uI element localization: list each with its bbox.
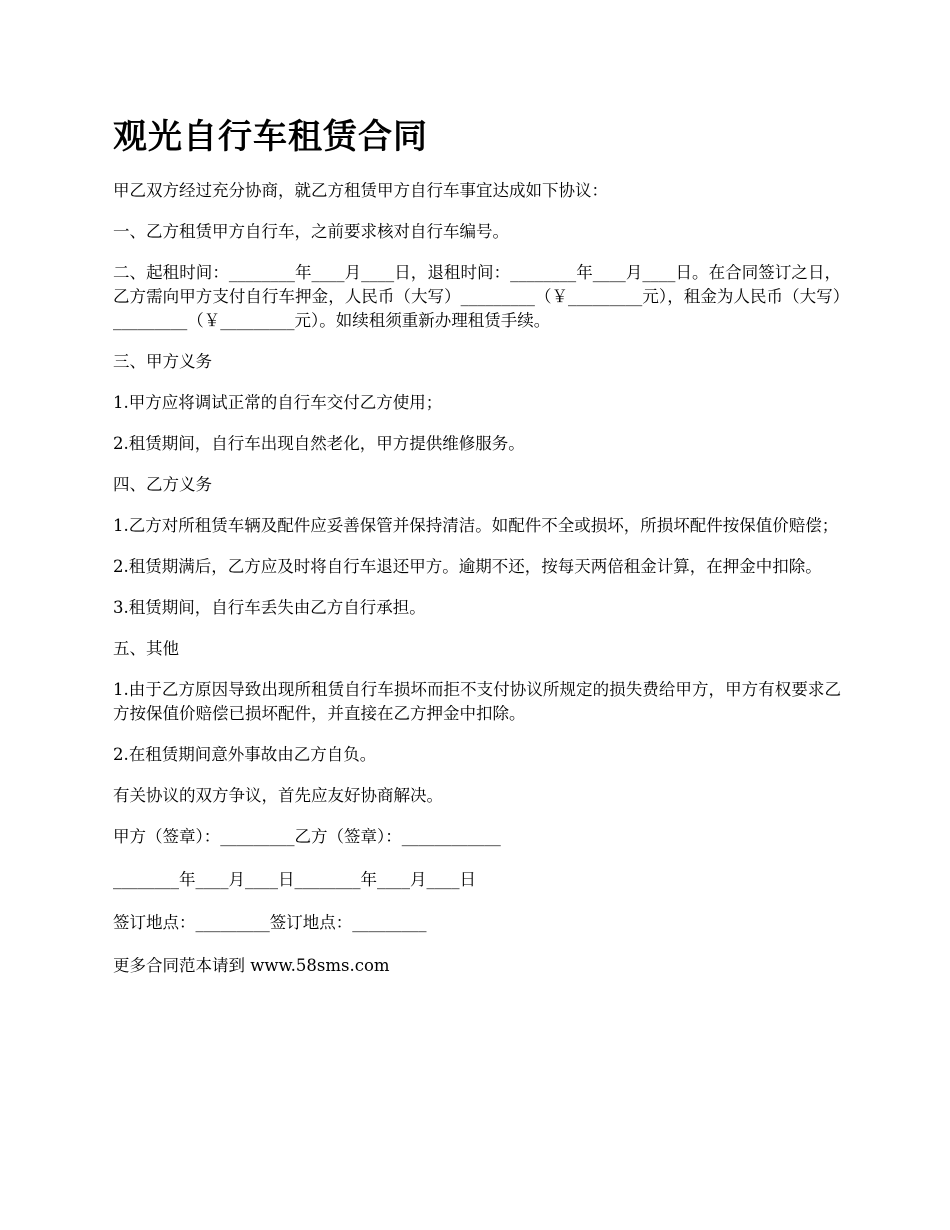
document-title: 观光自行车租赁合同: [113, 117, 428, 157]
party-b-obligation-1: 1.乙方对所租赁车辆及配件应妥善保管并保持清洁。如配件不全或损坏，所损坏配件按保值价赔偿；: [113, 516, 839, 535]
intro-paragraph: 甲乙双方经过充分协商，就乙方租赁甲方自行车事宜达成如下协议：: [113, 181, 608, 200]
dispute-clause: 有关协议的双方争议，首先应友好协商解决。: [113, 786, 443, 805]
signing-location-line: 签订地点：_________签订地点：_________: [113, 913, 427, 932]
date-line: ________年____月____日________年____月____日: [113, 870, 476, 889]
section-heading-party-a-obligations: 三、甲方义务: [113, 352, 212, 371]
clause-2-rental-period: 二、起租时间：________年____月____日，退租时间：________年____月____日。在合同签订之日，乙方需向甲方支付自行车押金，人民币（大写）_________（￥_________元），租金为人民币（大写）_________（￥_________元）。如续租须重新办理租赁手续。: [113, 263, 842, 330]
party-a-obligation-1: 1.甲方应将调试正常的自行车交付乙方使用；: [113, 393, 443, 412]
clause-1: 一、乙方租赁甲方自行车，之前要求核对自行车编号。: [113, 222, 509, 241]
section-heading-party-b-obligations: 四、乙方义务: [113, 475, 212, 494]
contract-document: [113, 113, 841, 995]
party-a-obligation-2: 2.租赁期间，自行车出现自然老化，甲方提供维修服务。: [113, 434, 525, 453]
party-b-obligation-2: 2.租赁期满后，乙方应及时将自行车退还甲方。逾期不还，按每天两倍租金计算，在押金中扣除。: [113, 557, 822, 576]
other-clause-1: 1.由于乙方原因导致出现所租赁自行车损坏而拒不支付协议所规定的损失费给甲方，甲方有权要求乙方按保值价赔偿已损坏配件，并直接在乙方押金中扣除。: [113, 680, 841, 723]
party-b-obligation-3: 3.租赁期间，自行车丢失由乙方自行承担。: [113, 598, 426, 617]
other-clause-2: 2.在租赁期间意外事故由乙方自负。: [113, 745, 377, 764]
signature-line: 甲方（签章）：_________乙方（签章）：____________: [113, 827, 501, 846]
footer-link-text: 更多合同范本请到 www.58sms.com: [113, 956, 390, 975]
section-heading-other: 五、其他: [113, 639, 179, 658]
